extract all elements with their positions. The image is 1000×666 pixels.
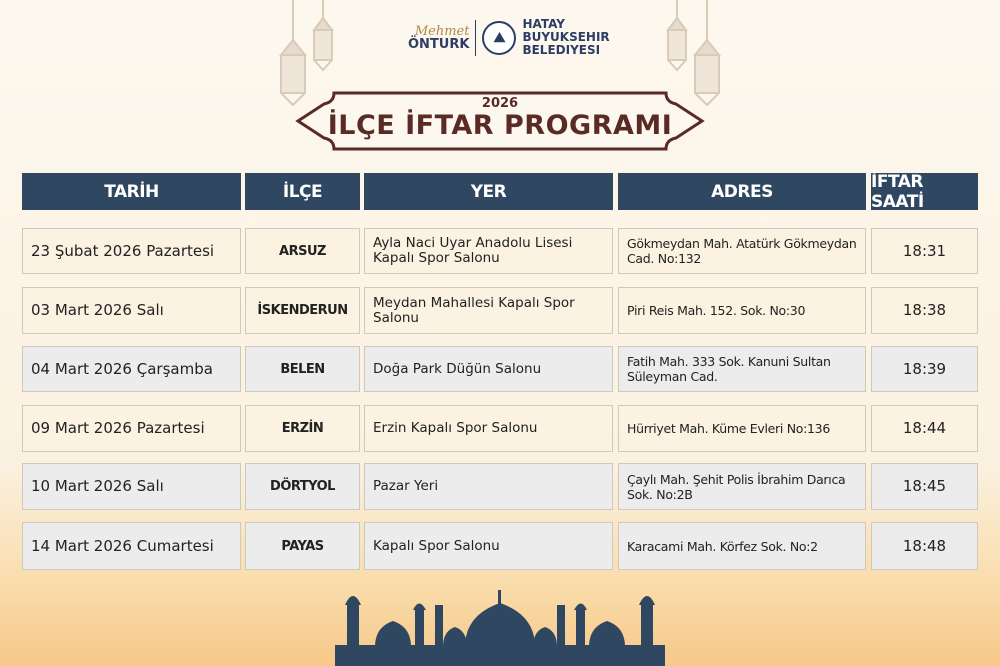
logo-org-line3: BELEDIYESI [522,43,601,57]
yer-cell: Ayla Naci Uyar Anadolu Lisesi Kapalı Spor Salonu [364,228,613,274]
iftar-time-cell: 18:39 [871,346,978,392]
header-adres: ADRES [618,173,866,210]
ilce-cell: İSKENDERUN [245,287,360,334]
date-cell: 10 Mart 2026 Salı [22,463,241,510]
mosque-silhouette-icon [335,585,665,666]
adres-cell: Fatih Mah. 333 Sok. Kanuni Sultan Süleyman Cad. [618,346,866,392]
ilce-cell: BELEN [245,346,360,392]
yer-cell: Doğa Park Düğün Salonu [364,346,613,392]
adres-cell: Piri Reis Mah. 152. Sok. No:30 [618,287,866,334]
date-cell: 23 Şubat 2026 Pazartesi [22,228,241,274]
adres-cell: Gökmeydan Mah. Atatürk Gökmeydan Cad. No:132 [618,228,866,274]
yer-cell: Meydan Mahallesi Kapalı Spor Salonu [364,287,613,334]
banner-year: 2026 [481,96,519,111]
yer-cell: Erzin Kapalı Spor Salonu [364,405,613,452]
iftar-time-cell: 18:48 [871,522,978,570]
header-ilce: İLÇE [245,173,360,210]
municipality-seal-icon: ⛰ [482,21,516,55]
adres-cell: Çaylı Mah. Şehit Polis İbrahim Darıca Sok. No:2B [618,463,866,510]
date-cell: 09 Mart 2026 Pazartesi [22,405,241,452]
header-tarih: TARİH [22,173,241,210]
title-banner [294,90,706,152]
adres-cell: Karacami Mah. Körfez Sok. No:2 [618,522,866,570]
date-cell: 04 Mart 2026 Çarşamba [22,346,241,392]
iftar-time-cell: 18:31 [871,228,978,274]
iftar-time-cell: 18:38 [871,287,978,334]
banner-title: İLÇE İFTAR PROGRAMI [327,110,673,141]
adres-cell: Hürriyet Mah. Küme Evleri No:136 [618,405,866,452]
ilce-cell: ARSUZ [245,228,360,274]
logo-org-line1: HATAY [522,17,565,31]
iftar-time-cell: 18:45 [871,463,978,510]
header-yer: YER [364,173,613,210]
logo-divider [475,20,476,56]
logo-onturk: ÖNTURK [408,36,470,52]
date-cell: 14 Mart 2026 Cumartesi [22,522,241,570]
yer-cell: Pazar Yeri [364,463,613,510]
ilce-cell: ERZİN [245,405,360,452]
logo [408,18,610,57]
ilce-cell: PAYAS [245,522,360,570]
logo-mehmet: Mehmet [414,23,470,39]
ilce-cell: DÖRTYOL [245,463,360,510]
date-cell: 03 Mart 2026 Salı [22,287,241,334]
yer-cell: Kapalı Spor Salonu [364,522,613,570]
header-iftar-saati: İFTAR SAATİ [871,173,978,210]
iftar-time-cell: 18:44 [871,405,978,452]
logo-org-line2: BUYUKSEHIR [522,30,610,44]
